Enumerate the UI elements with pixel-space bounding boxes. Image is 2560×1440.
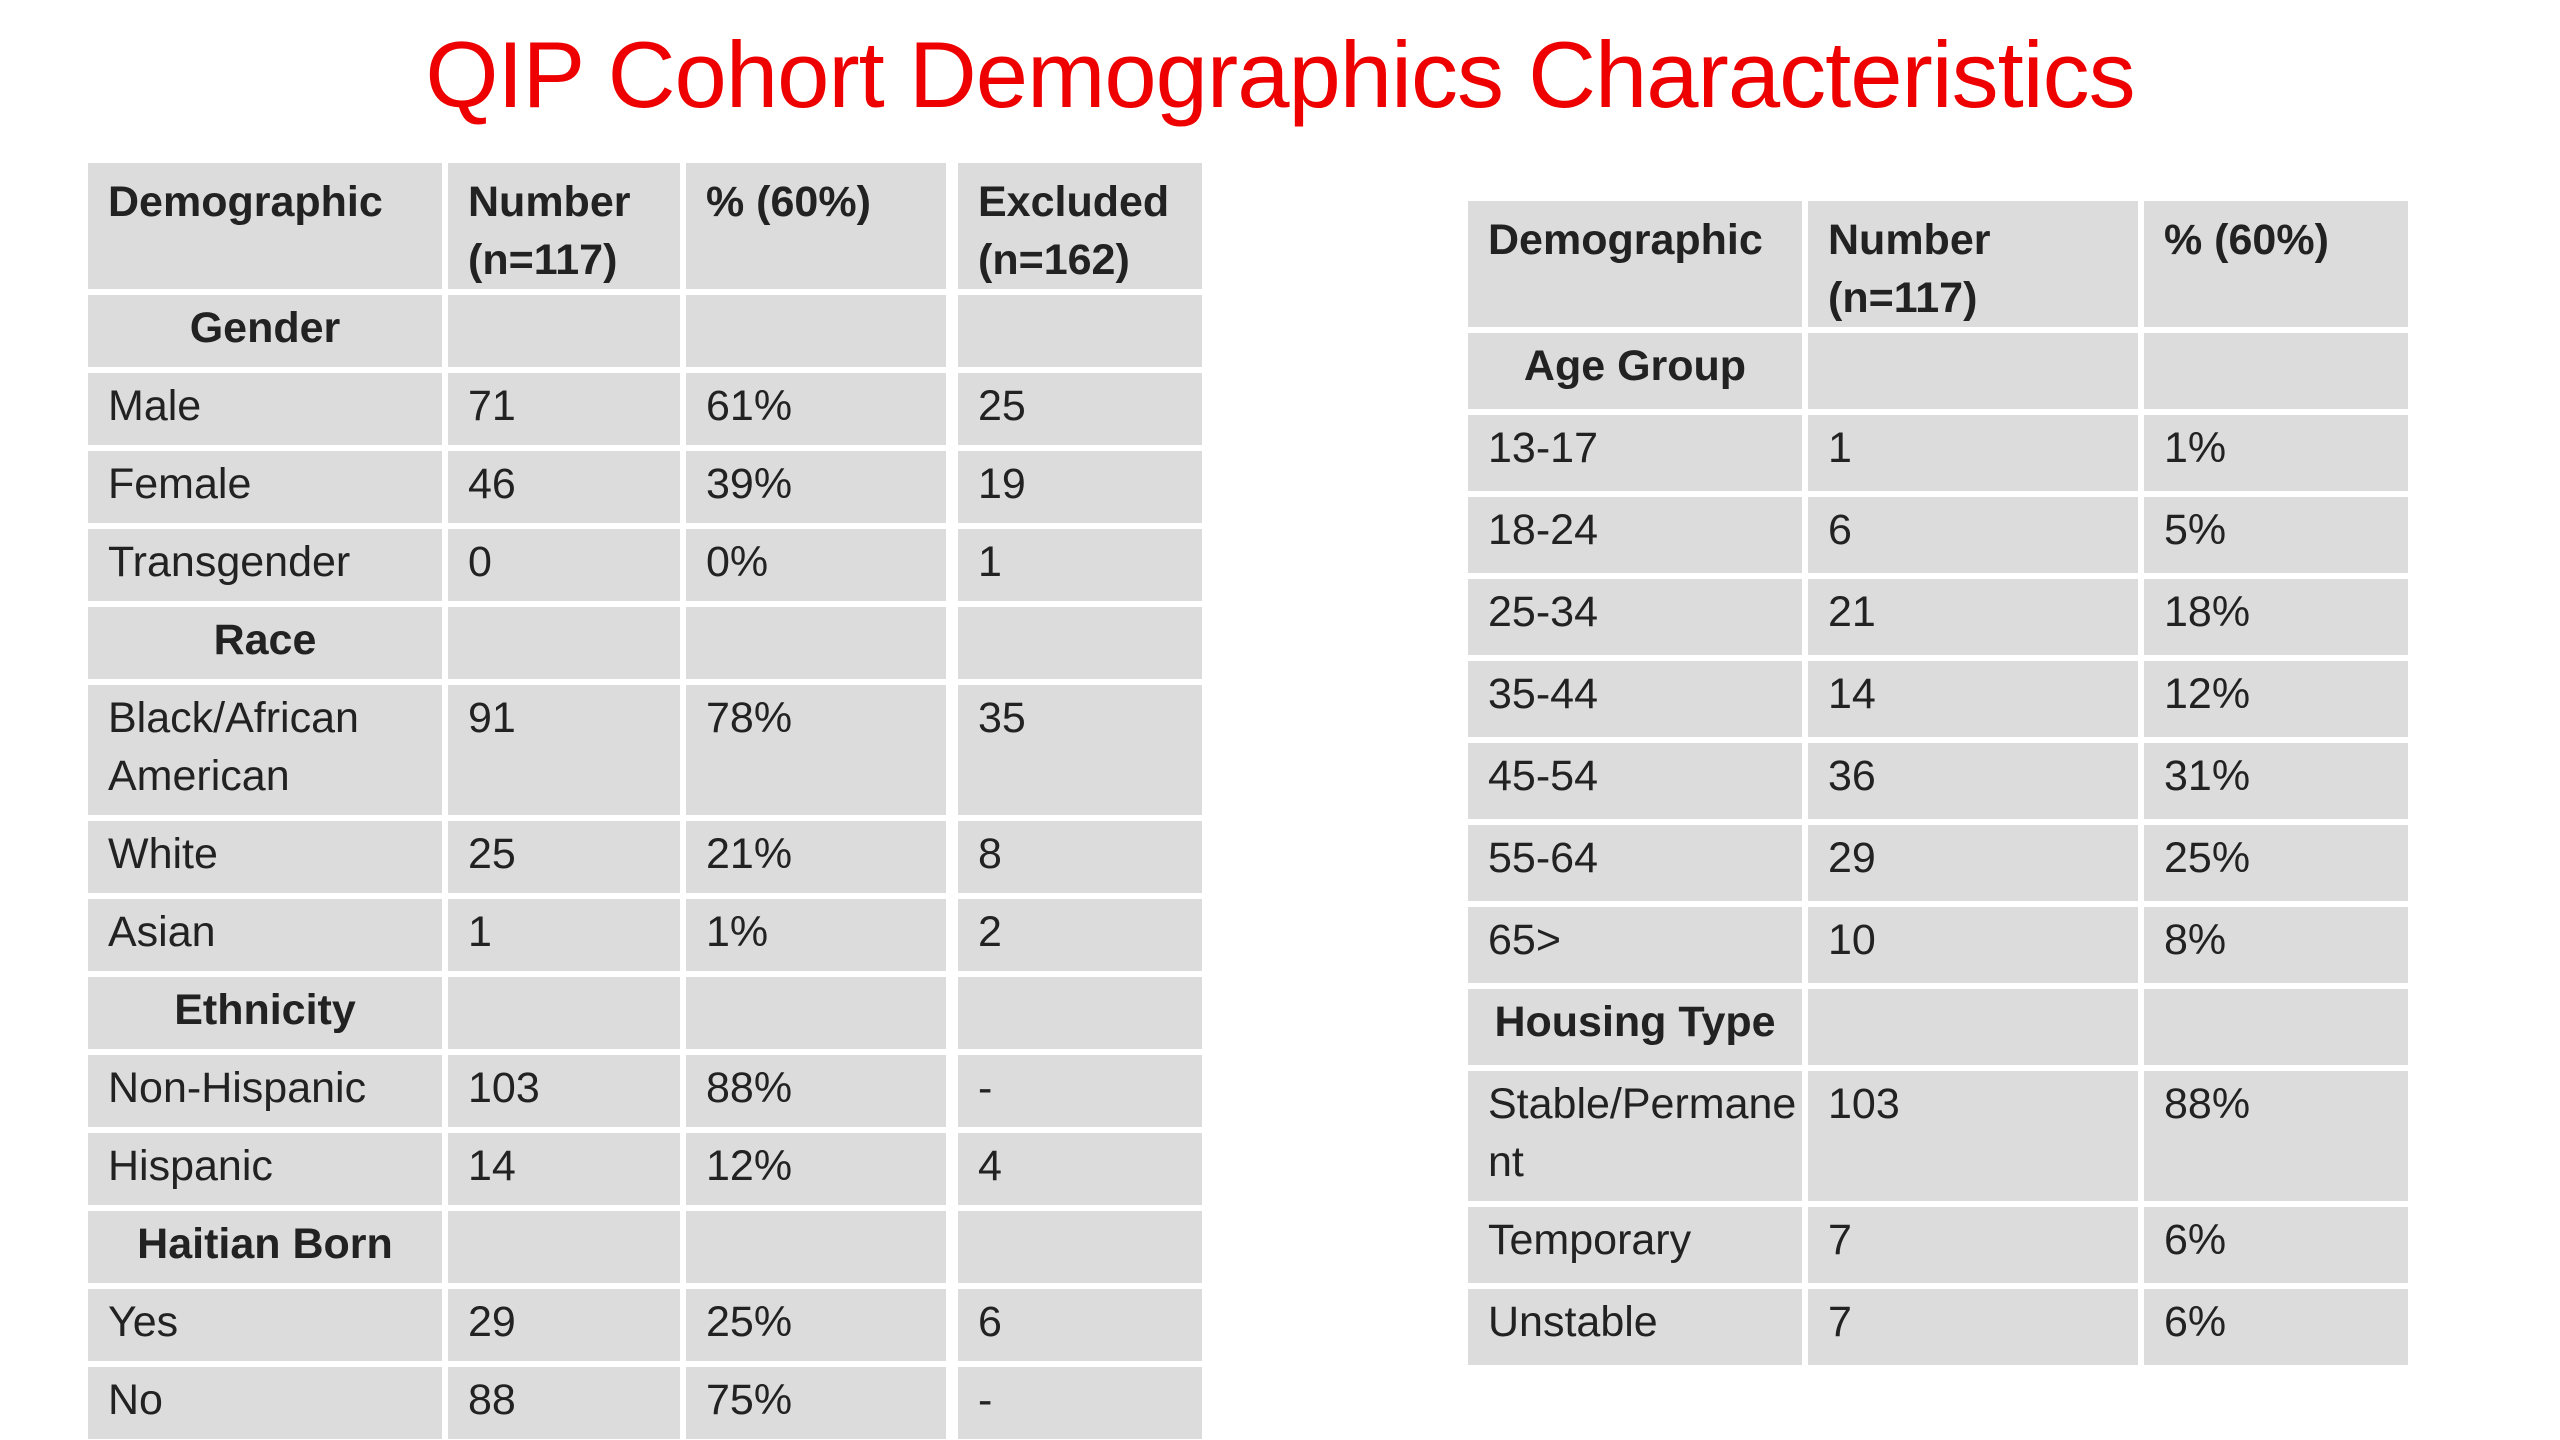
table-row: [88, 685, 1202, 815]
header-percent: % (60%): [680, 163, 946, 289]
cell-percent: 61%: [680, 373, 946, 445]
cell-number: 6: [1802, 497, 2138, 573]
cell-demographic: No: [88, 1367, 442, 1439]
cell-percent: 88%: [680, 1055, 946, 1127]
cell-percent: 0%: [680, 529, 946, 601]
header-percent: % (60%): [2138, 201, 2408, 327]
cell-percent: 12%: [2138, 661, 2408, 737]
cell-percent: 6%: [2138, 1207, 2408, 1283]
cell-number: 0: [442, 529, 680, 601]
table-row: [1468, 907, 2408, 983]
cell-percent: 25%: [680, 1289, 946, 1361]
header-number: Number (n=117): [442, 163, 680, 289]
cell-percent: 18%: [2138, 579, 2408, 655]
cell-excluded: 25: [958, 373, 1202, 445]
cell-demographic: Hispanic: [88, 1133, 442, 1205]
cell-demographic: Asian: [88, 899, 442, 971]
cell-number: 91: [442, 685, 680, 815]
cell-number: 10: [1802, 907, 2138, 983]
cell-percent: 75%: [680, 1367, 946, 1439]
header-number: Number (n=117): [1802, 201, 2138, 327]
cell-percent: 25%: [2138, 825, 2408, 901]
cell-demographic: Male: [88, 373, 442, 445]
cell-percent: 5%: [2138, 497, 2408, 573]
right-demographics-table: [1468, 195, 2408, 1371]
cell-demographic: Female: [88, 451, 442, 523]
cell-demographic: Black/African American: [88, 685, 442, 815]
cell-number: 29: [442, 1289, 680, 1361]
category-row-gender: [88, 295, 1202, 367]
cell-number: 103: [1802, 1071, 2138, 1201]
cell-number: 29: [1802, 825, 2138, 901]
cell-excluded: 1: [958, 529, 1202, 601]
cell-percent: 39%: [680, 451, 946, 523]
cell-number: 7: [1802, 1289, 2138, 1365]
category-row-haitian-born: [88, 1211, 1202, 1283]
cell-number: 25: [442, 821, 680, 893]
cell-number: 36: [1802, 743, 2138, 819]
table-row: [88, 373, 1202, 445]
table-row: [1468, 497, 2408, 573]
category-label: Housing Type: [1468, 989, 1802, 1065]
cell-percent: 6%: [2138, 1289, 2408, 1365]
table-row: [88, 1055, 1202, 1127]
cell-excluded: 19: [958, 451, 1202, 523]
table-row: [1468, 661, 2408, 737]
table-row: [88, 821, 1202, 893]
cell-number: 7: [1802, 1207, 2138, 1283]
category-label: Race: [88, 607, 442, 679]
cell-excluded: 35: [958, 685, 1202, 815]
category-row-housing-type: [1468, 989, 2408, 1065]
table-row: [1468, 825, 2408, 901]
table-header-row: [88, 163, 1202, 289]
table-header-row: [1468, 201, 2408, 327]
table-row: [88, 1367, 1202, 1439]
cell-excluded: -: [958, 1367, 1202, 1439]
cell-excluded: 2: [958, 899, 1202, 971]
cell-demographic: Non-Hispanic: [88, 1055, 442, 1127]
slide-title: QIP Cohort Demographics Characteristics: [425, 22, 2135, 127]
cell-number: 46: [442, 451, 680, 523]
category-row-age-group: [1468, 333, 2408, 409]
category-label: Haitian Born: [88, 1211, 442, 1283]
category-label: Age Group: [1468, 333, 1802, 409]
cell-excluded: 4: [958, 1133, 1202, 1205]
left-demographics-table: [88, 157, 1202, 1440]
header-demographic: Demographic: [1468, 201, 1802, 327]
cell-number: 1: [1802, 415, 2138, 491]
table-row: [1468, 1207, 2408, 1283]
table-row: [88, 899, 1202, 971]
cell-number: 14: [1802, 661, 2138, 737]
cell-percent: 12%: [680, 1133, 946, 1205]
cell-demographic: Temporary: [1468, 1207, 1802, 1283]
cell-demographic: Transgender: [88, 529, 442, 601]
cell-percent: 21%: [680, 821, 946, 893]
cell-percent: 78%: [680, 685, 946, 815]
table-row: [1468, 1289, 2408, 1365]
cell-demographic: 45-54: [1468, 743, 1802, 819]
header-demographic: Demographic: [88, 163, 442, 289]
table-row: [1468, 743, 2408, 819]
category-row-race: [88, 607, 1202, 679]
cell-number: 1: [442, 899, 680, 971]
cell-number: 14: [442, 1133, 680, 1205]
cell-number: 21: [1802, 579, 2138, 655]
table-row: [88, 1133, 1202, 1205]
cell-percent: 88%: [2138, 1071, 2408, 1201]
cell-demographic: 13-17: [1468, 415, 1802, 491]
table-row: [1468, 415, 2408, 491]
category-row-ethnicity: [88, 977, 1202, 1049]
cell-number: 88: [442, 1367, 680, 1439]
cell-demographic: White: [88, 821, 442, 893]
cell-excluded: 6: [958, 1289, 1202, 1361]
cell-excluded: 8: [958, 821, 1202, 893]
cell-demographic: 65>: [1468, 907, 1802, 983]
cell-percent: 1%: [680, 899, 946, 971]
cell-demographic: 55-64: [1468, 825, 1802, 901]
cell-number: 71: [442, 373, 680, 445]
cell-percent: 8%: [2138, 907, 2408, 983]
table-row: [88, 451, 1202, 523]
table-row: [88, 1289, 1202, 1361]
table-row: [1468, 1071, 2408, 1201]
table-row: [88, 529, 1202, 601]
header-excluded: Excluded (n=162): [958, 163, 1202, 289]
cell-demographic: 25-34: [1468, 579, 1802, 655]
cell-demographic: Yes: [88, 1289, 442, 1361]
category-label: Gender: [88, 295, 442, 367]
cell-demographic: Unstable: [1468, 1289, 1802, 1365]
cell-number: 103: [442, 1055, 680, 1127]
cell-excluded: -: [958, 1055, 1202, 1127]
category-label: Ethnicity: [88, 977, 442, 1049]
cell-demographic: 18-24: [1468, 497, 1802, 573]
table-row: [1468, 579, 2408, 655]
cell-demographic: 35-44: [1468, 661, 1802, 737]
cell-demographic: Stable/Permanent: [1468, 1071, 1802, 1201]
cell-percent: 31%: [2138, 743, 2408, 819]
column-gap: [946, 163, 958, 289]
cell-percent: 1%: [2138, 415, 2408, 491]
